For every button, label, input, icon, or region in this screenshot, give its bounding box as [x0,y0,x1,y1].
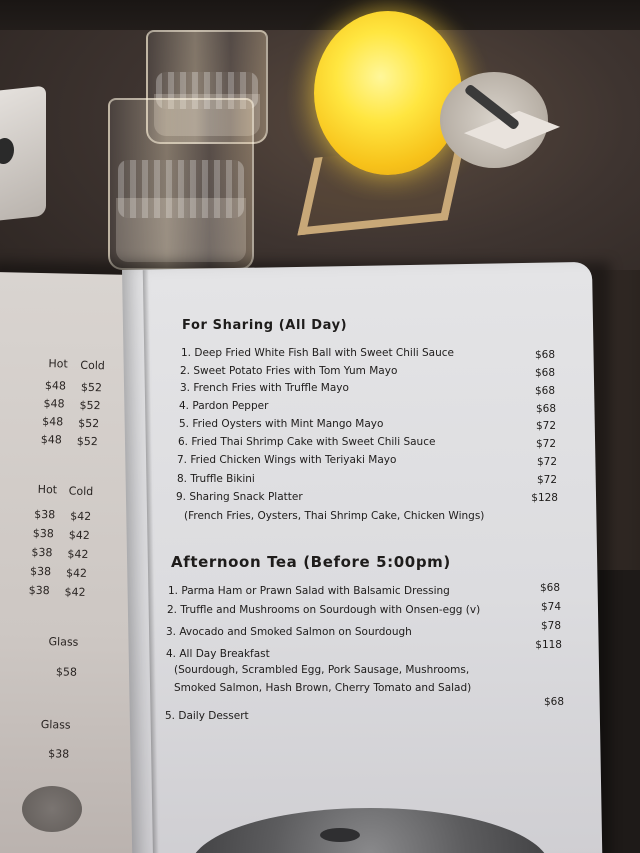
price-cold: $42 [70,509,92,524]
glass-price: $38 [48,747,70,761]
price-hot: $38 [34,507,56,522]
menu-price: $72 [535,420,556,432]
moon-lamp [314,11,462,175]
price-cold: $52 [78,416,100,431]
hot-header: Hot [48,357,68,371]
glass-label: Glass [48,635,79,649]
spoon [0,137,14,165]
menu-item: 3. Avocado and Smoked Salmon on Sourdough [166,626,412,638]
menu-item: 1. Deep Fried White Fish Ball with Sweet Chili Sauce [181,347,454,359]
price-hot: $48 [42,414,64,429]
menu-item: 4. All Day Breakfast [166,648,270,660]
menu-price: $74 [540,601,561,613]
cold-header: Cold [68,484,94,499]
hot-header: Hot [37,482,58,497]
plate [440,72,548,168]
price-cold: $42 [65,566,88,580]
menu-item: 2. Sweet Potato Fries with Tom Yum Mayo [180,365,398,377]
menu-price: $68 [535,403,556,415]
menu-item: 6. Fried Thai Shrimp Cake with Sweet Chili Sauce [178,436,436,448]
menu-item: 3. French Fries with Truffle Mayo [180,382,349,394]
breakfast-note: (Sourdough, Scrambled Egg, Pork Sausage, Mushrooms, [174,664,470,676]
glass-price: $58 [55,665,78,679]
price-cold: $52 [76,434,98,449]
sharing-title: For Sharing (All Day) [182,318,348,333]
price-hot: $48 [43,397,65,411]
water-glass-front [108,98,254,270]
menu-price: $78 [540,620,561,632]
price-hot: $38 [29,564,52,579]
afternoon-tea-title: Afternoon Tea (Before 5:00pm) [171,553,451,571]
glass-label: Glass [40,718,71,732]
price-hot: $48 [40,432,62,447]
menu-price: $68 [543,696,564,708]
price-cold: $52 [80,380,103,395]
menu-item: 5. Daily Dessert [165,710,249,722]
napkin [0,86,46,221]
cold-header: Cold [80,358,105,373]
menu-price: $128 [531,492,558,504]
menu-item: 5. Fried Oysters with Mint Mango Mayo [179,418,384,430]
menu-item: 4. Pardon Pepper [179,400,269,412]
price-hot: $38 [31,545,53,560]
menu-item: 8. Truffle Bikini [177,473,255,485]
menu-item: 9. Sharing Snack Platter [176,491,303,503]
menu-price: $72 [536,474,557,486]
menu-price: $68 [534,385,555,397]
menu-price: $72 [536,456,557,468]
menu-item: 1. Parma Ham or Prawn Salad with Balsamic Dressing [168,585,450,597]
breakfast-note: Smoked Salmon, Hash Brown, Cherry Tomato and Salad) [174,682,472,694]
menu-price: $68 [534,349,555,361]
price-hot: $38 [28,583,50,598]
menu-price: $68 [534,367,555,379]
menu-price: $118 [535,639,562,651]
price-hot: $48 [44,379,67,393]
menu-price: $72 [535,438,556,450]
price-hot: $38 [32,526,54,541]
menu-price: $68 [539,582,560,594]
menu-item: 7. Fried Chicken Wings with Teriyaki Mayo [177,454,397,466]
price-cold: $52 [79,398,101,413]
menu-item: 2. Truffle and Mushrooms on Sourdough with Onsen-egg (v) [167,604,481,616]
platter-note: (French Fries, Oysters, Thai Shrimp Cake, Chicken Wings) [184,510,485,522]
left-page-logo [22,786,82,832]
price-cold: $42 [64,585,86,599]
price-cold: $42 [67,547,89,561]
price-cold: $42 [68,528,90,542]
